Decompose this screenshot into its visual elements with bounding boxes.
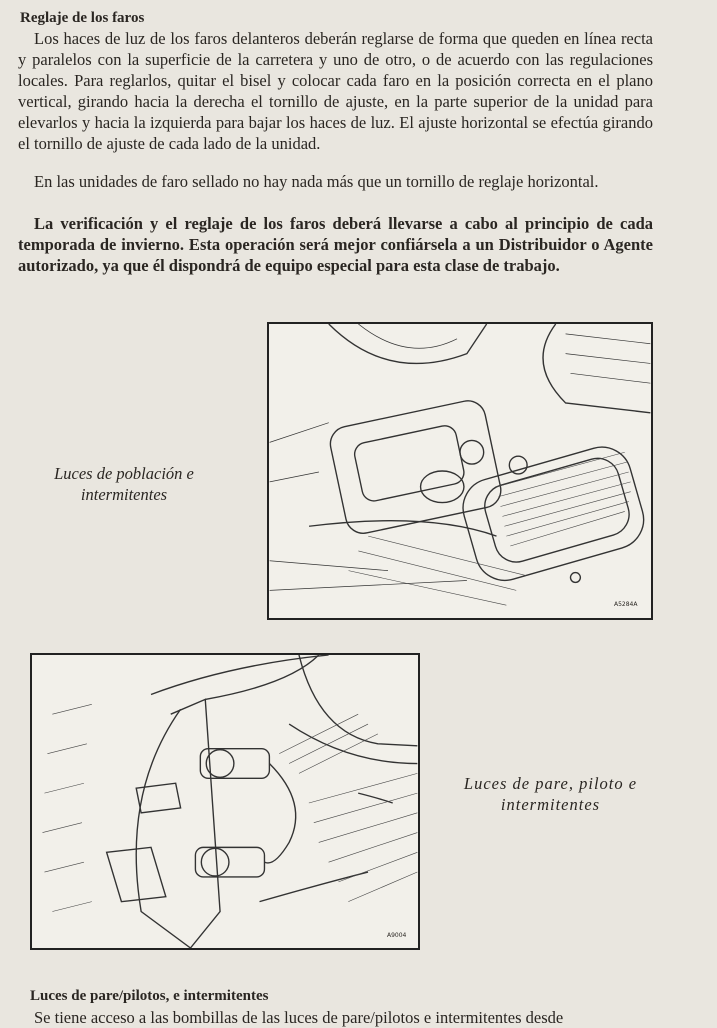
figure1-caption: Luces de población e intermitentes bbox=[54, 464, 194, 504]
paragraph-dealer-advice bbox=[18, 213, 653, 276]
paragraph-sealed-beam bbox=[18, 171, 653, 192]
figure2-caption: Luces de pare, piloto e intermitentes bbox=[463, 774, 638, 814]
section-title-headlamp-adjustment: Reglaje de los faros bbox=[20, 10, 145, 26]
stop-tail-indicator-drawing bbox=[32, 655, 418, 948]
figure1-code: A5284A bbox=[614, 601, 638, 608]
paragraph-headlamp-adjustment bbox=[18, 28, 653, 154]
sidelamp-indicator-drawing bbox=[269, 324, 651, 618]
paragraph-bulb-access bbox=[18, 1007, 653, 1028]
paragraph-text: Los haces de luz de los faros delanteros deberán reglarse de forma que queden en línea recta y paralelos con la superficie de la carretera y uno de otro, o de acuerdo con las regulaciones locales. Para reglarlos, quitar el bisel y colocar cada faro en la posición correcta en el plano vertical, girando hacia la derecha el tornillo de ajuste, en la parte superior de la unidad para elevarlos y hacia la izquierda para bajar los haces de luz. El ajuste horizontal se efectúa girando el tornillo de ajuste de cada lado de la unidad. bbox=[18, 29, 653, 153]
figure2-code: A9004 bbox=[387, 932, 407, 939]
paragraph-text: La verificación y el reglaje de los faros deberá llevarse a cabo al principio de cada temporada de invierno. Esta operación será mejor confiársela a un Distribuidor o Agente autorizado, ya que él dispondrá de equipo especial para esta clase de trabajo. bbox=[18, 214, 653, 275]
section-title-stop-tail-indicators: Luces de pare/pilotos, e intermitentes bbox=[30, 988, 269, 1004]
paragraph-text: En las unidades de faro sellado no hay nada más que un tornillo de reglaje horizontal. bbox=[34, 172, 599, 191]
paragraph-text: Se tiene acceso a las bombillas de las luces de pare/pilotos e intermitentes desde bbox=[34, 1008, 564, 1027]
figure2-illustration bbox=[30, 653, 420, 950]
figure1-illustration bbox=[267, 322, 653, 620]
